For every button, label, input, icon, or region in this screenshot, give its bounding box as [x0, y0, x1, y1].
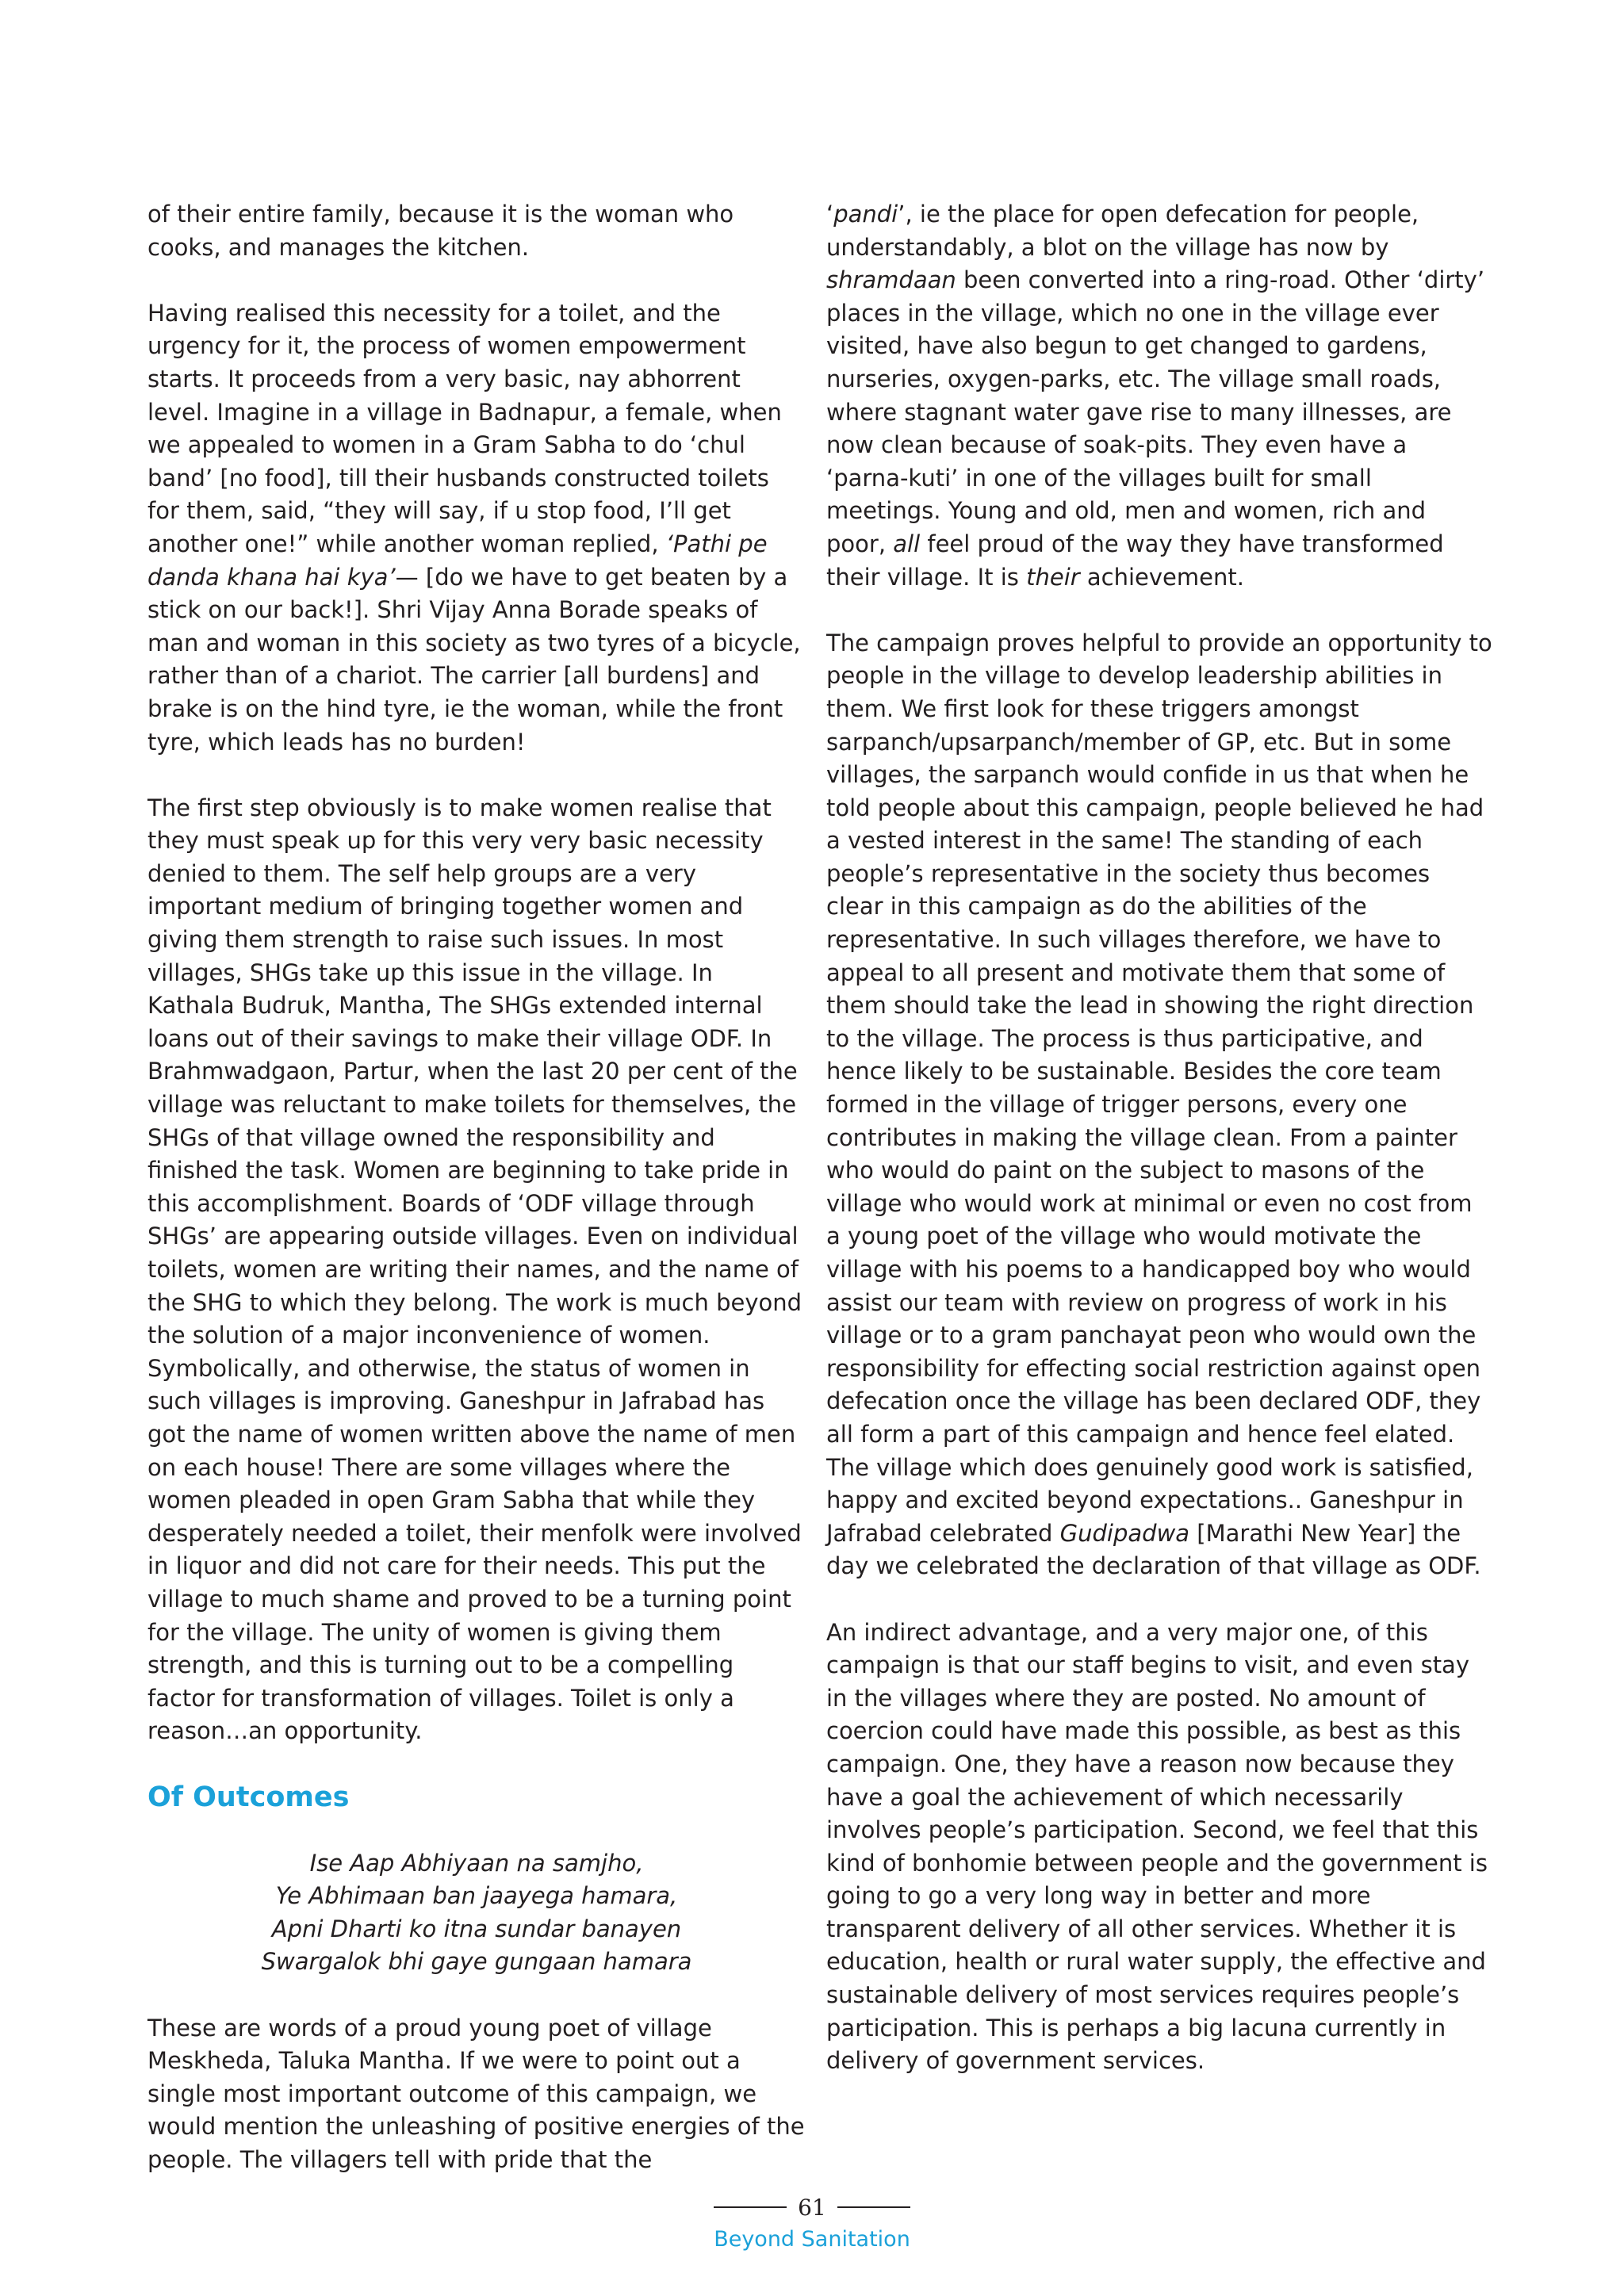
paragraph: [826, 627, 1492, 1583]
italic-term: shramdaan: [826, 266, 956, 294]
paragraph-text: ’, ie the place for open defecation for people, understandably, a blot on the village has now by: [826, 201, 1419, 261]
paragraph: The first step obviously is to make women realise that they must speak up for this very very basic necessity denied to them. The self help groups are a very important medium of bringing together women and giving them strength to raise such issues. In most villages, SHGs take up this issue in the village. In Kathala Budruk, Mantha, The SHGs extended internal loans out of their savings to make their village ODF. In Brahmwadgaon, Partur, when the last 20 per cent of the village was reluctant to make toilets for themselves, the SHGs of that village owned the responsibility and finished the task. Women are beginning to take pride in this accomplishment. Boards of ‘ODF village through SHGs’ are appearing outside villages. Even on individual toilets, women are writing their names, and the name of the SHG to which they belong. The work is much beyond the solution of a major inconvenience of women. Symbolically, and otherwise, the status of women in such villages is improving. Ganeshpur in Jafrabad has got the name of women written above the name of men on each house! There are some villages where the women pleaded in open Gram Sabha that while they desperately needed a toilet, their menfolk were involved in liquor and did not care for their needs. This put the village to much shame and proved to be a turning point for the village. The unity of women is giving them strength, and this is turning out to be a compelling factor for transformation of villages. Toilet is only a reason…an opportunity.: [147, 794, 802, 1745]
footer-rule-left: [714, 2206, 787, 2208]
left-column: [147, 198, 806, 2210]
footer-rule-right: [837, 2206, 910, 2208]
poem-line: Ye Abhimaan ban jaayega hamara,: [275, 1882, 678, 1910]
italic-term: their: [1026, 563, 1080, 591]
paragraph: These are words of a proud young poet of village Meskheda, Taluka Mantha. If we were to point out a single most important outcome of this campaign, we would mention the unleashing of positive energies of the people. The villagers tell with pride that the: [147, 2014, 805, 2174]
italic-term: pandi: [833, 201, 898, 228]
paragraph-text: Having realised this necessity for a toilet, and the urgency for it, the process of women empowerment starts. It proceeds from a very basic, nay abhorrent level. Imagine in a village in Badnapur, a female, when we appealed to women in a Gram Sabha to do ‘chul band’ [no food], till their husbands constructed toilets for them, said, “they will say, if u stop food, I’ll get another one!” while another woman replied,: [147, 299, 782, 557]
page-number: 61: [798, 2194, 826, 2221]
page-number-row: [0, 2192, 1624, 2222]
italic-term: all: [893, 530, 921, 557]
paragraph-text: — [do we have to get beaten by a stick on our back!]. Shri Vijay Anna Borade speaks of man and woman in this society as two tyres of a bicycle, rather than of a chariot. The carrier [all burdens] and brake is on the hind tyre, ie the woman, while the front tyre, which leads has no burden!: [147, 563, 801, 756]
quote-italic: ‘Pathi pe danda khana hai kya’: [147, 530, 768, 591]
footer-title: Beyond Sanitation: [714, 2227, 910, 2252]
paragraph: [147, 297, 806, 759]
paragraph-text: been converted into a ring-road. Other ‘dirty’ places in the village, which no one in the village ever visited, have also begun to get changed to gardens, nurseries, oxygen-parks, etc. The village small roads, where stagnant water gave rise to many illnesses, are now clean because of soak-pits. They even have a ‘parna-kuti’ in one of the villages built for small meetings. Young and old, men and women, rich and poor,: [826, 266, 1485, 557]
poem-line: Ise Aap Abhiyaan na samjho,: [309, 1849, 644, 1877]
paragraph-text: achievement.: [1079, 563, 1244, 591]
paragraph-text: feel proud of the way they have transformed their village. It is: [826, 530, 1444, 591]
paragraph-text: ‘: [826, 201, 834, 228]
page-footer: [0, 2192, 1624, 2252]
paragraph-text: [Marathi New Year] the day we celebrated the declaration of that village as ODF.: [826, 1519, 1481, 1580]
section-heading: Of Outcomes: [147, 1781, 350, 1813]
paragraph: [826, 198, 1492, 594]
poem-line: Swargalok bhi gaye gungaan hamara: [261, 1948, 692, 1976]
italic-term: Gudipadwa: [1059, 1519, 1190, 1547]
paragraph-text: The campaign proves helpful to provide an opportunity to people in the village to develop leadership abilities in them. We first look for these triggers amongst sarpanch/upsarpanch/member of GP, etc. But in some villages, the sarpanch would confide in us that when he told people about this campaign, people believed he had a vested interest in the same! The standing of each people’s representative in the society thus becomes clear in this campaign as do the abilities of the representative. In such villages therefore, we have to appeal to all present and motivate them that some of them should take the lead in showing the right direction to the village. The process is thus participative, and hence likely to be sustainable. Besides the core team formed in the village of trigger persons, every one contributes in making the village clean. From a painter who would do paint on the subject to masons of the village who would work at minimal or even no cost from a young poet of the village who would motivate the village with his poems to a handicapped boy who would assist our team with review on progress of work in his village or to a gram panchayat peon who would own the responsibility for effecting social restriction against open defecation once the village has been declared ODF, they all form a part of this campaign and hence feel elated. The village which does genuinely good work is satisfied, happy and excited beyond expectations.. Ganeshpur in Jafrabad celebrated: [826, 629, 1492, 1547]
paragraph: of their entire family, because it is the woman who cooks, and manages the kitchen.: [147, 201, 734, 261]
right-column: [826, 198, 1492, 2110]
paragraph: An indirect advantage, and a very major one, of this campaign is that our staff begins to visit, and even stay in the villages where they are posted. No amount of coercion could have made this possible, as best as this campaign. One, they have a reason now because they have a goal the achievement of which necessarily involves people’s participation. Second, we feel that this kind of bonhomie between people and the government is going to go a very long way in better and more transparent delivery of all other services. Whether it is education, health or rural water supply, the effective and sustainable delivery of most services requires people’s participation. This is perhaps a big lacuna currently in delivery of government services.: [826, 1618, 1488, 2075]
poem: [147, 1847, 806, 1979]
poem-line: Apni Dharti ko itna sundar banayen: [271, 1915, 682, 1942]
